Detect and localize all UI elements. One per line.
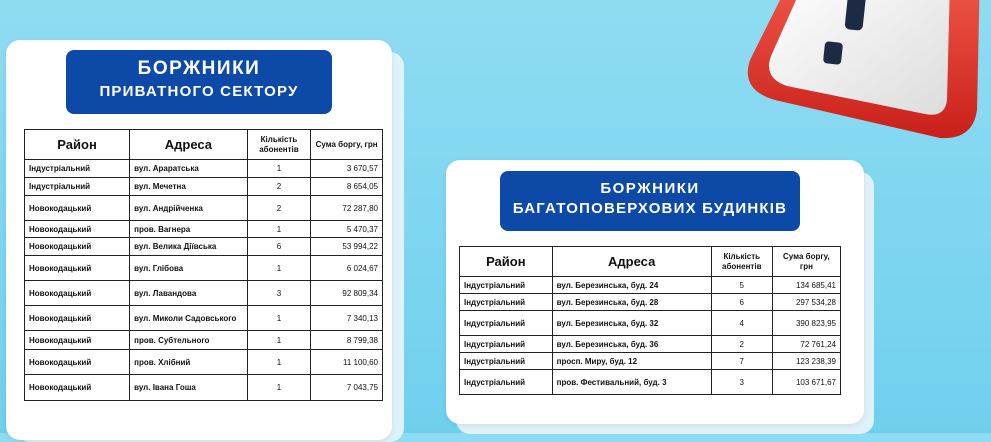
table-row bbox=[460, 294, 841, 311]
address-cell: вул. Березинська, буд. 32 bbox=[552, 311, 711, 336]
subscribers-cell: 2 bbox=[247, 196, 310, 221]
address-cell: вул. Велика Діївська bbox=[130, 238, 248, 256]
address-cell: вул. Березинська, буд. 28 bbox=[552, 294, 711, 311]
address-cell: вул. Березинська, буд. 36 bbox=[552, 336, 711, 353]
col-district: Район bbox=[460, 247, 553, 277]
col-district: Район bbox=[25, 130, 130, 160]
table-row bbox=[25, 350, 383, 375]
address-cell: вул. Миколи Садовського bbox=[130, 306, 248, 331]
subscribers-cell: 6 bbox=[711, 294, 772, 311]
district-cell: Індустріальний bbox=[460, 353, 553, 370]
subscribers-cell: 1 bbox=[247, 306, 310, 331]
table-row bbox=[460, 336, 841, 353]
subscribers-cell: 2 bbox=[247, 178, 310, 196]
district-cell: Новокодацький bbox=[25, 350, 130, 375]
apartment-title-line2: БАГАТОПОВЕРХОВИХ БУДИНКІВ bbox=[512, 200, 788, 217]
subscribers-cell: 1 bbox=[247, 221, 310, 238]
debt-cell: 11 100,60 bbox=[311, 350, 383, 375]
subscribers-cell: 6 bbox=[247, 238, 310, 256]
debt-cell: 7 340,13 bbox=[311, 306, 383, 331]
district-cell: Індустріальний bbox=[460, 277, 553, 294]
district-cell: Новокодацький bbox=[25, 331, 130, 350]
private-title-line1: БОРЖНИКИ bbox=[137, 58, 261, 79]
debt-cell: 8 799,38 bbox=[311, 331, 383, 350]
district-cell: Новокодацький bbox=[25, 256, 130, 281]
subscribers-cell: 1 bbox=[247, 375, 310, 401]
apartment-buildings-table bbox=[459, 246, 841, 395]
private-title-line2: ПРИВАТНОГО СЕКТОРУ bbox=[99, 83, 299, 100]
district-cell: Індустріальний bbox=[460, 311, 553, 336]
table-row bbox=[25, 221, 383, 238]
warning-triangle-icon bbox=[735, 0, 991, 160]
table-row bbox=[25, 306, 383, 331]
table-header-row bbox=[460, 247, 841, 277]
district-cell: Новокодацький bbox=[25, 375, 130, 401]
table-row bbox=[25, 256, 383, 281]
debt-cell: 7 043,75 bbox=[311, 375, 383, 401]
col-debt: Сума боргу, грн bbox=[311, 130, 383, 160]
district-cell: Індустріальний bbox=[460, 370, 553, 395]
address-cell: вул. Мечетна bbox=[130, 178, 248, 196]
address-cell: пров. Вагнера bbox=[130, 221, 248, 238]
address-cell: вул. Андрійченка bbox=[130, 196, 248, 221]
subscribers-cell: 5 bbox=[711, 277, 772, 294]
district-cell: Новокодацький bbox=[25, 221, 130, 238]
district-cell: Новокодацький bbox=[25, 281, 130, 306]
table-row bbox=[25, 331, 383, 350]
debt-cell: 103 671,67 bbox=[772, 370, 840, 395]
address-cell: пров. Хлібний bbox=[130, 350, 248, 375]
debt-cell: 5 470,37 bbox=[311, 221, 383, 238]
subscribers-cell: 2 bbox=[711, 336, 772, 353]
district-cell: Індустріальний bbox=[460, 336, 553, 353]
debt-cell: 3 670,57 bbox=[311, 160, 383, 178]
private-sector-title bbox=[66, 50, 332, 114]
table-row bbox=[25, 238, 383, 256]
debt-cell: 8 654,05 bbox=[311, 178, 383, 196]
subscribers-cell: 1 bbox=[247, 331, 310, 350]
table-row bbox=[460, 353, 841, 370]
subscribers-cell: 3 bbox=[711, 370, 772, 395]
col-address: Адреса bbox=[552, 247, 711, 277]
subscribers-cell: 1 bbox=[247, 256, 310, 281]
address-cell: вул. Араратська bbox=[130, 160, 248, 178]
table-row bbox=[460, 370, 841, 395]
private-sector-table bbox=[24, 129, 383, 401]
district-cell: Індустріальний bbox=[460, 294, 553, 311]
debt-cell: 297 534,28 bbox=[772, 294, 840, 311]
apartment-buildings-card bbox=[446, 160, 864, 424]
debt-cell: 390 823,95 bbox=[772, 311, 840, 336]
debt-cell: 72 287,80 bbox=[311, 196, 383, 221]
address-cell: вул. Березинська, буд. 24 bbox=[552, 277, 711, 294]
address-cell: вул. Глібова bbox=[130, 256, 248, 281]
subscribers-cell: 1 bbox=[247, 350, 310, 375]
table-row bbox=[25, 375, 383, 401]
col-debt: Сума боргу, грн bbox=[772, 247, 840, 277]
debt-cell: 72 761,24 bbox=[772, 336, 840, 353]
table-row bbox=[25, 281, 383, 306]
table-row bbox=[25, 196, 383, 221]
debt-cell: 92 809,34 bbox=[311, 281, 383, 306]
table-header-row bbox=[25, 130, 383, 160]
address-cell: просп. Миру, буд. 12 bbox=[552, 353, 711, 370]
debt-cell: 6 024,67 bbox=[311, 256, 383, 281]
col-subscribers: Кількість абонентів bbox=[711, 247, 772, 277]
address-cell: пров. Субтельного bbox=[130, 331, 248, 350]
address-cell: пров. Фестивальний, буд. 3 bbox=[552, 370, 711, 395]
district-cell: Новокодацький bbox=[25, 238, 130, 256]
address-cell: вул. Івана Гоша bbox=[130, 375, 248, 401]
table-row bbox=[25, 160, 383, 178]
col-subscribers: Кількість абонентів bbox=[247, 130, 310, 160]
subscribers-cell: 7 bbox=[711, 353, 772, 370]
table-row bbox=[460, 277, 841, 294]
private-sector-card bbox=[6, 40, 392, 440]
district-cell: Новокодацький bbox=[25, 306, 130, 331]
debt-cell: 134 685,41 bbox=[772, 277, 840, 294]
debt-cell: 123 238,39 bbox=[772, 353, 840, 370]
subscribers-cell: 1 bbox=[247, 160, 310, 178]
table-row bbox=[460, 311, 841, 336]
district-cell: Індустріальний bbox=[25, 160, 130, 178]
col-address: Адреса bbox=[130, 130, 248, 160]
district-cell: Індустріальний bbox=[25, 178, 130, 196]
table-row bbox=[25, 178, 383, 196]
district-cell: Новокодацький bbox=[25, 196, 130, 221]
apartment-title-line1: БОРЖНИКИ bbox=[600, 180, 700, 197]
apartment-buildings-title bbox=[500, 171, 800, 231]
debt-cell: 53 994,22 bbox=[311, 238, 383, 256]
subscribers-cell: 4 bbox=[711, 311, 772, 336]
subscribers-cell: 3 bbox=[247, 281, 310, 306]
address-cell: вул. Лавандова bbox=[130, 281, 248, 306]
